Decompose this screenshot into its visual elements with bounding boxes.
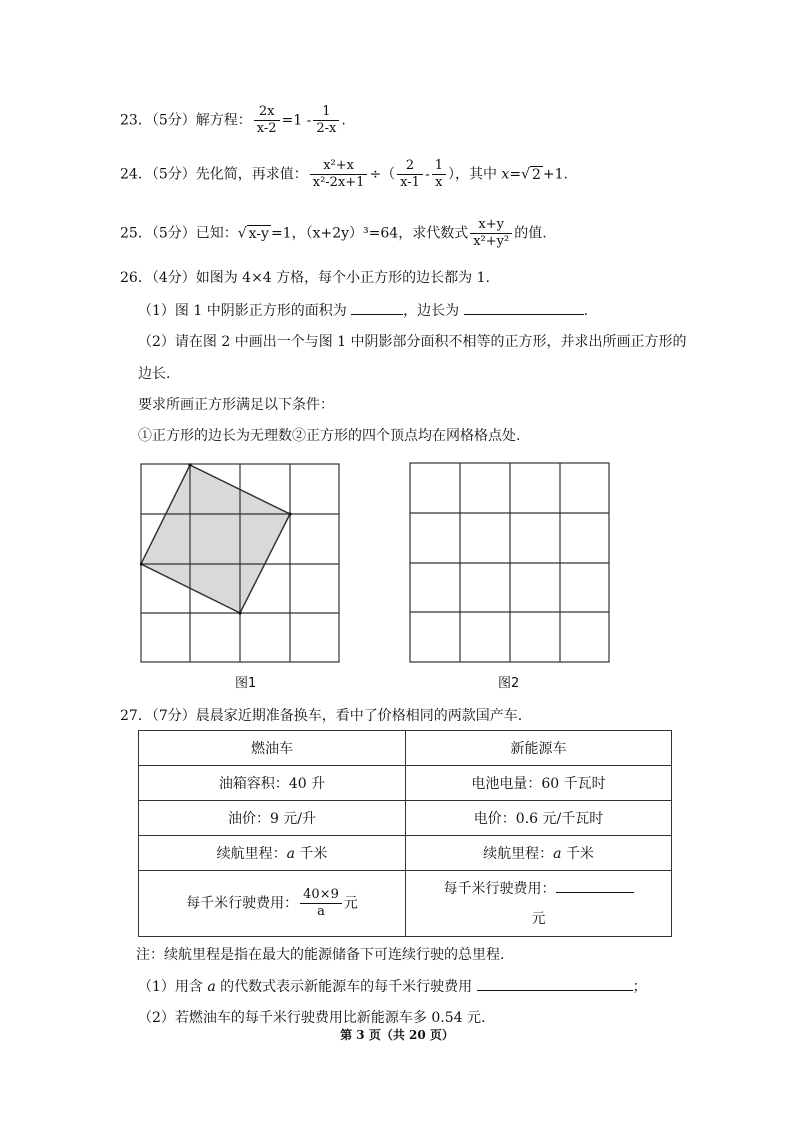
table-cell bbox=[406, 871, 672, 937]
question-26-part1 bbox=[138, 300, 588, 321]
table-header-fuel: 燃油车 bbox=[139, 731, 406, 766]
cost-unit: 元 bbox=[343, 895, 358, 912]
q25-label: 25．（5分）已知： bbox=[120, 225, 238, 242]
question-24: 24．（5分）先化简，再求值： $\frac{\text{x²+x}}{\text{x²-2x+1}}$ ÷（ $\frac{2}{x-1}$ - $\frac{1}{x}$ ），其中 x=√ 2 +1. bbox=[120, 158, 568, 190]
table-row bbox=[139, 731, 672, 766]
q24-f3-den: x bbox=[435, 175, 443, 190]
table-row bbox=[139, 766, 672, 801]
figure-1-grid bbox=[140, 463, 340, 663]
q27-p1a: （1）用含 bbox=[138, 979, 208, 995]
table-cell bbox=[139, 871, 406, 937]
range-var: a bbox=[553, 846, 562, 862]
q25-mid: =1，（x+2y）³=64，求代数式 bbox=[270, 225, 469, 242]
q23-rhs-fraction bbox=[313, 104, 339, 137]
car-comparison-table bbox=[138, 730, 672, 937]
ev-cost-blank[interactable] bbox=[556, 878, 634, 893]
question-27-part1 bbox=[138, 976, 647, 997]
q24-label: 24．（5分）先化简，再求值： bbox=[120, 166, 308, 183]
range-var: a bbox=[286, 846, 295, 862]
q26-answer-side-blank[interactable] bbox=[464, 300, 584, 315]
table-cell bbox=[406, 836, 672, 871]
table-cell: 电价：0.6 元/千瓦时 bbox=[406, 801, 672, 836]
q25-sqrt-arg: x-y bbox=[248, 225, 269, 242]
q26-p1a: （1）图 1 中阴影正方形的面积为 bbox=[138, 303, 347, 319]
table-cell bbox=[139, 836, 406, 871]
table-row bbox=[139, 836, 672, 871]
q24-f2-den: x-1 bbox=[400, 175, 420, 190]
q24-f3-num: 1 bbox=[432, 158, 446, 175]
q26-p1c: . bbox=[583, 303, 589, 319]
q24-f2-num: 2 bbox=[397, 158, 423, 175]
question-27-note: 注：续航里程是指在最大的能源储备下可连续行驶的总里程. bbox=[136, 947, 505, 963]
q27-p1b: 的代数式表示新能源车的每千米行驶费用 bbox=[215, 979, 473, 995]
range-label: 续航里程： bbox=[216, 846, 287, 862]
q24-f1-den: x²-2x+1 bbox=[312, 175, 365, 190]
table-cell: 油价：9 元/升 bbox=[139, 801, 406, 836]
q26-answer-area-blank[interactable] bbox=[351, 300, 403, 315]
table-header-ev: 新能源车 bbox=[406, 731, 672, 766]
range-label: 续航里程： bbox=[483, 846, 554, 862]
q24-f1-num: x²+x bbox=[310, 158, 368, 175]
question-27-title: 27．（7分）晨晨家近期准备换车，看中了价格相同的两款国产车. bbox=[120, 708, 523, 724]
question-23 bbox=[120, 104, 346, 137]
q24-sqrt-arg: 2 bbox=[531, 166, 541, 183]
q24-tail3: +1. bbox=[542, 166, 568, 183]
page-footer: 第 3 页（共 20 页） bbox=[340, 1028, 454, 1042]
q23-lhs-den: x-2 bbox=[256, 121, 277, 136]
q23-label: 23．（5分）解方程： bbox=[120, 112, 252, 129]
question-26-part2-cont: 边长. bbox=[138, 366, 171, 382]
q25-f-num: x+y bbox=[470, 217, 512, 234]
table-row bbox=[139, 801, 672, 836]
fuel-cost-den: a bbox=[317, 904, 325, 919]
table-row bbox=[139, 871, 672, 937]
question-26-part2: （2）请在图 2 中画出一个与图 1 中阴影部分面积不相等的正方形，并求出所画正方形的 bbox=[138, 334, 687, 350]
q24-fraction-1 bbox=[310, 158, 368, 191]
fuel-cost-fraction bbox=[300, 887, 342, 920]
figure-1-caption: 图1 bbox=[235, 676, 257, 691]
q24-tail2: = bbox=[509, 166, 522, 183]
q25-end: 的值. bbox=[514, 225, 547, 242]
figure-2-caption: 图2 bbox=[498, 676, 520, 691]
q23-eq: =1 - bbox=[281, 112, 312, 129]
cost-unit: 元 bbox=[531, 910, 546, 927]
q26-p1b: ，边长为 bbox=[403, 303, 460, 319]
q24-fraction-3 bbox=[432, 158, 446, 191]
q24-tail1: ），其中 bbox=[447, 166, 502, 183]
question-27-part2: （2）若燃油车的每千米行驶费用比新能源车多 0.54 元. bbox=[138, 1010, 486, 1026]
cost-label: 每千米行驶费用： bbox=[443, 880, 556, 897]
q25-fraction bbox=[470, 217, 512, 250]
question-26-title: 26．（4分）如图为 4×4 方格，每个小正方形的边长都为 1. bbox=[120, 270, 490, 286]
question-26-requirement: 要求所画正方形满足以下条件： bbox=[138, 397, 334, 413]
q24-var: x bbox=[501, 166, 510, 183]
range-unit: 千米 bbox=[561, 846, 594, 862]
cost-label: 每千米行驶费用： bbox=[186, 895, 299, 912]
fuel-cost-num: 40×9 bbox=[300, 887, 342, 904]
q23-rhs-num: 1 bbox=[313, 104, 339, 121]
q25-f-den: x²+y² bbox=[473, 234, 510, 249]
shaded-square bbox=[141, 465, 290, 613]
q27-p1-var: a bbox=[207, 979, 216, 995]
q27-p1c: ； bbox=[632, 979, 647, 995]
q24-minus: - bbox=[424, 166, 430, 183]
q24-op: ÷（ bbox=[369, 166, 396, 183]
table-cell: 电池电量：60 千瓦时 bbox=[406, 766, 672, 801]
q23-end: . bbox=[341, 112, 346, 129]
q23-lhs-fraction bbox=[254, 104, 280, 137]
question-25: 25．（5分）已知：√ x-y =1，（x+2y）³=64，求代数式 $\frac{x+y}{\text{x²+y²}}$ 的值. bbox=[120, 217, 547, 249]
range-unit: 千米 bbox=[294, 846, 328, 862]
figure-2-grid[interactable] bbox=[409, 462, 611, 664]
table-cell: 油箱容积：40 升 bbox=[139, 766, 406, 801]
question-26-conditions: ①正方形的边长为无理数②正方形的四个顶点均在网格格点处. bbox=[138, 428, 521, 444]
q27-answer-blank[interactable] bbox=[477, 976, 633, 991]
q24-fraction-2 bbox=[397, 158, 423, 191]
q23-lhs-num: 2x bbox=[254, 104, 280, 121]
q23-rhs-den: 2-x bbox=[316, 121, 337, 136]
